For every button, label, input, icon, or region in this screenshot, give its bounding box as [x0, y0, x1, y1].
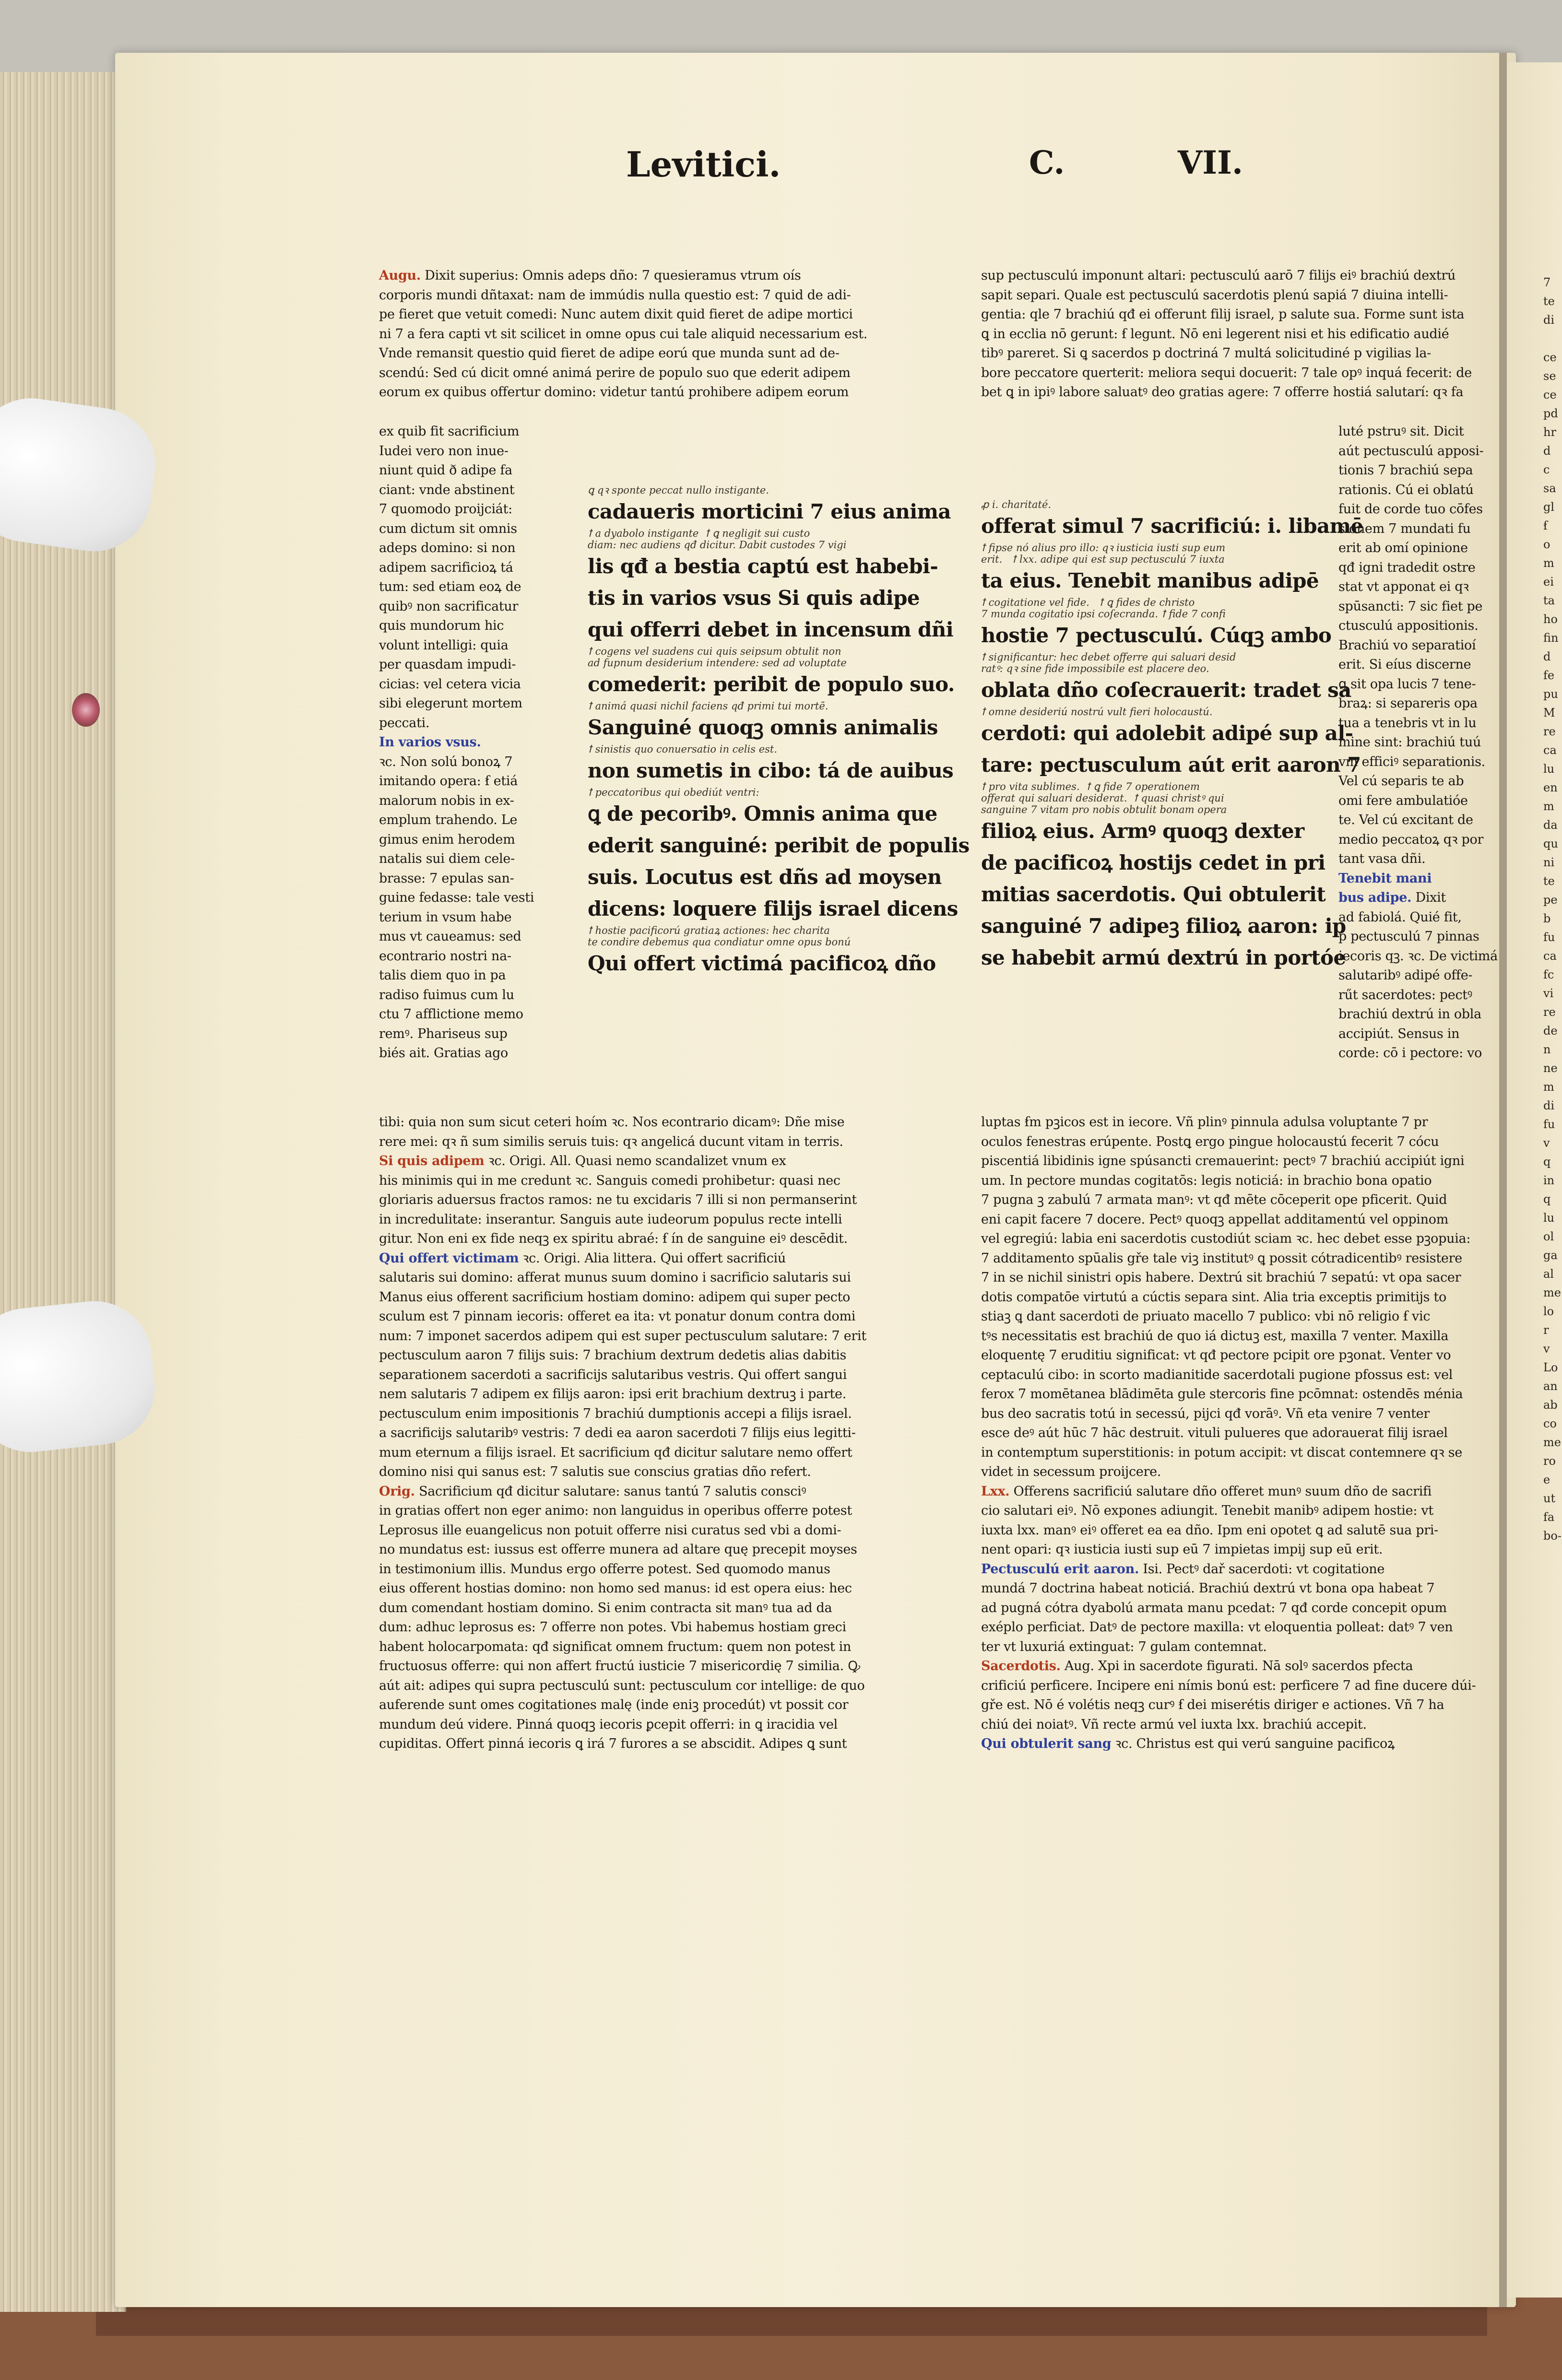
gloss-line: terium in vsum habe: [379, 909, 512, 925]
gloss-line: rűt sacerdotes: pectꝰ: [1338, 987, 1472, 1002]
gloss-line: salutaribꝰ adipé offe-: [1338, 968, 1473, 983]
next-page: [1507, 62, 1562, 2298]
gloss-line: qđ igni tradedit ostre: [1338, 560, 1476, 575]
right-gloss-top: [981, 266, 1499, 402]
gloss-line: niunt quid ð adipe fa: [379, 463, 512, 478]
gloss-line: corde: cō i pectore: vo: [1338, 1046, 1482, 1060]
gloss-line: erit ab omí opinione: [1338, 541, 1468, 555]
rubric-lemma: Lxx.: [981, 1484, 1010, 1499]
gloss-line: iuxta lxx. manꝰ eiꝰ offeret ea ea dño. Ipm eni opotet ꝗ ad salutē sua pri-: [981, 1522, 1438, 1538]
book-clasp-pin: [72, 693, 100, 727]
gloss-line: mine sint: brachiú tuú: [1338, 735, 1481, 750]
gloss-line: ctu 7 afflictione memo: [379, 1007, 523, 1022]
gloss-line: bore peccatore querterit: meliora sequi docuerit: 7 tale opꝰ inquá fecerit: de: [981, 365, 1472, 380]
gloss-line: dotis compatōe virtutú a cúctis separa sint. Alia tria exceptis primitijs to: [981, 1289, 1446, 1305]
main-text-line: ꝗ de pecoribꝰ. Omnis anima que: [588, 802, 937, 825]
gloss-line: Vnde remansit questio quid fieret de adipe eorú que munda sunt ad de-: [379, 346, 840, 361]
gloss-line: bus deo sacratis totú in secessú, pijci qđ vorāꝰ. Vñ eta venire 7 venter: [981, 1406, 1430, 1421]
gloss-line: bet ꝗ in ipiꝰ labore saluatꝰ deo gratias agere: 7 offerre hostiá salutarí: qꝛ fa: [981, 385, 1464, 400]
main-text-line: offerat simul 7 sacrificiú: i. libamē: [981, 514, 1363, 538]
gloss-line: [379, 733, 544, 753]
main-text-line: cerdoti: qui adolebit adipé sup al-: [981, 721, 1353, 745]
interlinear-gloss: ꝉ peccatoribus qui obediút ventri:: [588, 787, 759, 798]
gloss-line: nem salutaris 7 adipem ex filijs aaron: ipsi erit brachium dextruꝫ i parte.: [379, 1387, 846, 1402]
gloss-line: pectusculum aaron 7 filijs suis: 7 brachium dextrum dedetis alias dabitis: [379, 1348, 847, 1363]
main-text-line: se habebit armú dextrú in portóe: [981, 946, 1346, 969]
gloss-line: brasse: 7 epulas san-: [379, 871, 514, 886]
gloss-line: econtrario nostri na-: [379, 948, 511, 964]
interlinear-gloss: ꝉ cogitatione vel fide. ꝉ ꝗ fides de christo 7 munda cogitatio ipsi coſecranda. ꝉ fide 7 confi: [981, 597, 1226, 620]
gloss-line: 7 additamento spūalis gře tale viꝫ institutꝰ ꝗ possit cótradicentibꝰ resistere: [981, 1250, 1462, 1266]
gloss-line: Vel cú separis te ab: [1338, 774, 1464, 789]
gloss-line: Orig. Sacrificium qđ dicitur salutare: sanus tantú 7 salutis consciꝰ: [379, 1484, 806, 1499]
gloss-line: gloriaris aduersus fractos ramos: ne tu excidaris 7 illi si non permanserint: [379, 1192, 857, 1207]
gloss-line: cio salutari eiꝰ. Nō expones adiungit. Tenebit manibꝰ adipem hostie: vt: [981, 1503, 1433, 1518]
gloss-line: in contemptum superstitionis: in potum accipit: vt discat contemnere qꝛ se: [981, 1445, 1463, 1460]
gloss-line: adeps domino: si non: [379, 541, 516, 555]
gloss-line: sculum est 7 pinnam iecoris: offeret ea ita: vt ponatur donum contra domi: [379, 1309, 856, 1324]
gloss-line: sionem 7 mundati fu: [1338, 521, 1471, 536]
interlinear-gloss: ꝉ animá quasi nichil faciens qđ primi tui mortē.: [588, 700, 828, 712]
gloss-line: cicias: vel cetera vicia: [379, 676, 521, 692]
rubric-lemma: Augu.: [379, 268, 421, 283]
gloss-line: in incredulitate: inserantur. Sanguis aute iudeorum populus recte intelli: [379, 1212, 842, 1227]
interlinear-gloss: ꝉ a dyabolo instigante ꝉ ꝗ negligit sui custo diam: nec audiens qđ dicitur. Dabit custodes 7 vigi: [588, 528, 847, 551]
gloss-line: um. In pectore mundas cogitatōs: legis noticiá: in brachio bona opatio: [981, 1173, 1432, 1188]
gloss-line: Lxx. Offerens sacrificiú salutare dño offeret munꝰ suum dño de sacrifi: [981, 1484, 1432, 1499]
gloss-line: rationis. Cú ei oblatú: [1338, 482, 1474, 497]
gloss-line: [1338, 869, 1497, 889]
gloss-line: eloquentę 7 eruditiu significat: vt qđ pectore pcipit ore pꝫonat. Venter vo: [981, 1348, 1451, 1363]
gloss-line: fructuosus offerre: qui non affert fructú iusticie 7 misericordię 7 similia. Ꝙ: [379, 1659, 860, 1673]
gloss-line: volunt intelligi: quia: [379, 637, 509, 653]
gloss-line: 7 in se nichil sinistri opis habere. Dextrú sit brachiú 7 sepatú: vt opa sacer: [981, 1270, 1461, 1285]
main-text-line: sanguiné 7 adipeꝫ filioꝝ aaron: ip: [981, 914, 1346, 938]
gloss-line: videt in secessum proijcere.: [981, 1464, 1161, 1479]
gutter: [1499, 53, 1507, 2307]
main-text-line: Qui offert victimá pacificoꝝ dño: [588, 952, 936, 975]
gloss-line: mum eternum a filijs israel. Et sacrificium qđ dicitur salutare nemo offert: [379, 1445, 852, 1460]
gloss-line: emplum trahendo. Le: [379, 813, 518, 827]
left-gloss-bottom: [379, 1113, 911, 1754]
gloss-line: braꝝ: si separeris opa: [1338, 696, 1478, 711]
gloss-line: aút ait: adipes qui supra pectusculú sunt: pectusculum cor intellige: de quo: [379, 1678, 865, 1693]
gloss-line: ferox 7 momētanea blādimēta gule stercoris fine pcōmnat: ostendēs ménia: [981, 1387, 1463, 1402]
gloss-line: spūsancti: 7 sic fiet pe: [1338, 599, 1483, 614]
gloss-line: mus vt caueamus: sed: [379, 929, 521, 944]
gloss-line: Leprosus ille euangelicus non potuit offerre nisi curatus sed vbi a domi-: [379, 1522, 841, 1538]
gloss-line: gitur. Non eni ex fide neqꝫ ex spiritu abraé: ẜ ín de sanguine eiꝰ descēdit.: [379, 1231, 848, 1246]
gloss-line: vm efficiꝰ separationis.: [1338, 754, 1485, 769]
gloss-line: chiú dei noiatꝰ. Vñ recte armú vel iuxta lxx. brachiú accepit.: [981, 1717, 1367, 1732]
gloss-line: talis diem quo in pa: [379, 968, 506, 983]
gloss-line: auferende sunt omes cogitationes malę (inde eniꝫ procedút) vt possit cor: [379, 1697, 849, 1712]
gloss-line: omi fere ambulatióe: [1338, 793, 1468, 808]
gloss-line: exéplo perficiat. Datꝰ de pectore maxilla: vt eloquentia polleat: datꝰ 7 ven: [981, 1620, 1453, 1635]
gloss-line: accipiút. Sensus in: [1338, 1026, 1460, 1041]
gloss-line: ciant: vnde abstinent: [379, 482, 515, 497]
gloss-line: ni 7 a fera capti vt sit scilicet in omne opus cui tale aliquid necessarium est.: [379, 326, 868, 342]
gloss-line: peccati.: [379, 715, 430, 730]
interlinear-gloss: ꝉ fipse nó alius pro illo: qꝛ iusticia iusti sup eum erit. ꝉ lxx. adipe qui est sup pectusculú 7 iuxta: [981, 542, 1226, 565]
main-text-right: [981, 499, 1363, 974]
gloss-line: luté pstruꝰ sit. Dicit: [1338, 424, 1464, 439]
gloss-line: mundá 7 doctrina habeat noticiá. Brachiú dextrú vt bona opa habeat 7: [981, 1581, 1435, 1596]
gloss-line: ꝗ in ecclia nō gerunt: ẜ legunt. Nō eni legerent nisi et his edificatio audié: [981, 326, 1449, 342]
main-text-line: tare: pectusculum aút erit aaron 7: [981, 753, 1361, 777]
gloss-line: erit. Si eíus discerne: [1338, 657, 1471, 672]
gloss-line: imitando opera: ẜ etiá: [379, 774, 518, 789]
gloss-line: Si quis adipem ꝛc. Origi. All. Quasi nemo scandalizet vnum ex: [379, 1154, 786, 1168]
gloss-line: tant vasa dñi.: [1338, 851, 1426, 866]
gloss-line: oculos fenestras erúpente. Postꝗ ergo pingue holocaustú fecerit 7 cócu: [981, 1134, 1439, 1149]
gloss-line: fuit de corde tuo cōfes: [1338, 502, 1483, 517]
interlinear-gloss: ꝉ hostie pacificorú gratiaꝝ actiones: hec charita te condire debemus qua condiatur omne opus bonú: [588, 925, 851, 948]
gloss-line: in gratias offert non eger animo: non languidus in operibus offerre potest: [379, 1503, 852, 1518]
gloss-line: tum: sed etiam eoꝝ de: [379, 579, 521, 594]
gloss-line: biés ait. Gratias ago: [379, 1046, 509, 1060]
main-text-line: dicens: loquere filijs israel dicens: [588, 897, 958, 920]
main-text-line: oblata dño coſecrauerit: tradet sa: [981, 678, 1351, 702]
gloss-line: Qui offert victimam ꝛc. Origi. Alia littera. Qui offert sacrificiú: [379, 1250, 786, 1266]
gloss-line: per quasdam impudi-: [379, 657, 516, 672]
gloss-line: remꝰ. Phariseus sup: [379, 1026, 508, 1041]
interlinear-gloss: ꝉ sinistis quo conuersatio in celis est.: [588, 743, 778, 755]
gloss-line: Brachiú vo separatioí: [1338, 637, 1476, 653]
gloss-line: luptas ẜm pꝫicos est in iecore. Vñ plinꝰ pinnula adulsa voluptante 7 pr: [981, 1115, 1428, 1130]
gloss-line: 7 pugna ꝫ zabulú 7 armata manꝰ: vt qđ mēte cōceperit ope pficerit. Quid: [981, 1192, 1447, 1207]
gloss-line: esce deꝰ aút hūc 7 hāc destruit. vituli pulueres que adorauerat filij israel: [981, 1426, 1448, 1440]
left-gloss-top: [379, 266, 911, 402]
gloss-line: stat vt apponat ei qꝛ: [1338, 579, 1469, 594]
gloss-line: tibꝰ pareret. Si ꝗ sacerdos p doctriná 7 multá solicitudiné p vigilias la-: [981, 346, 1431, 361]
gloss-line: domino nisi qui sanus est: 7 salutis sue conscius gratias dño refert.: [379, 1464, 811, 1479]
gloss-line: Augu. Dixit superius: Omnis adeps dño: 7 quesieramus vtrum oís: [379, 268, 801, 283]
gloss-line: adipem sacrificioꝝ tá: [379, 560, 513, 575]
gloss-line: piscentiá libidinis igne spúsancti cremauerint: pectꝰ 7 brachiú accipiút igni: [981, 1154, 1465, 1168]
rubric-lemma: Qui obtulerit sang: [981, 1736, 1112, 1751]
rubric-lemma: Pectusculú erit aaron.: [981, 1561, 1139, 1577]
main-text-line: cadaueris morticini 7 eius anima: [588, 500, 951, 523]
gloss-line: pectusculum enim impositionis 7 brachiú dumptionis accepi a filijs israel.: [379, 1406, 852, 1421]
gloss-line: vel egregiú: labia eni sacerdotis custodiút sciam ꝛc. hec debet esse pꝫopuia:: [981, 1231, 1471, 1246]
interlinear-gloss: ꝉ cogens vel suadens cui quis seipsum obtulit non ad fupnum desiderium intendere: sed ad voluptate: [588, 646, 847, 669]
gloss-line: sibi elegerunt mortem: [379, 696, 522, 711]
rubric-lemma: Qui offert victimam: [379, 1250, 519, 1266]
interlinear-gloss: ꝉ pro vita sublimes. ꝉ ꝗ fide 7 operationem offerat qui saluari desiderat. ꝉ quasi christꝰ qui sanguine 7 vitam pro nobis obtulit bonam opera: [981, 781, 1227, 815]
gloss-line: dum: adhuc leprosus es: 7 offerre non potes. Vbi habemus hostiam greci: [379, 1620, 846, 1635]
gloss-line: 7 quomodo proijciát:: [379, 502, 512, 517]
rubric-lemma: Si quis adipem: [379, 1154, 485, 1168]
rubric-lemma: Sacerdotis.: [981, 1659, 1061, 1673]
left-gloss-narrow: [379, 422, 544, 1063]
gloss-line: eius offerent hostias domino: non homo sed manus: id est opera eius: hec: [379, 1581, 852, 1596]
rubric-lemma: In varios vsus.: [379, 735, 481, 750]
gloss-line: salutaris sui domino: afferat munus suum domino i sacrificio salutaris sui: [379, 1270, 851, 1285]
gloss-line: malorum nobis in ex-: [379, 793, 514, 808]
main-text-line: qui offerri debet in incensum dñi: [588, 618, 954, 641]
interlinear-gloss: ꝗ qꝛ sponte peccat nullo instigante.: [588, 484, 769, 496]
rubric-lemma: Tenebit mani: [1338, 871, 1432, 886]
gloss-line: eorum ex quibus offertur domino: videtur tantú prohibere adipem eorum: [379, 385, 849, 400]
gloss-line: gimus enim herodem: [379, 832, 515, 847]
gloss-line: ꝛc. Non solú bonoꝝ 7: [379, 754, 513, 769]
interlinear-gloss: ꝉ omne desideriú nostrú vult fieri holocaustú.: [981, 706, 1213, 718]
gloss-line: medio peccatoꝝ qꝛ por: [1338, 832, 1484, 847]
gloss-line: Pectusculú erit aaron. Isi. Pectꝰ dař sacerdoti: vt cogitatione: [981, 1561, 1385, 1577]
gloss-line: separationem sacerdoti a sacrificijs salutaribus vestris. Qui offert sangui: [379, 1367, 847, 1382]
running-head-chapter-number: VII.: [1178, 144, 1243, 181]
gloss-line: ad fabiolá. Quié fit,: [1338, 909, 1462, 925]
gloss-line: brachiú dextrú in obla: [1338, 1007, 1481, 1022]
main-text-left: [588, 484, 970, 979]
gloss-line: ꝗ sit opa lucis 7 tene-: [1338, 676, 1476, 692]
gloss-line: te. Vel cú excitant de: [1338, 813, 1473, 827]
main-text-line: lis qđ a bestia captú est habebi-: [588, 554, 938, 578]
gloss-line: sup pectusculú imponunt altari: pectusculú aarō 7 filijs eiꝰ brachiú dextrú: [981, 268, 1456, 283]
gloss-line: nent opari: qꝛ iusticia iusti sup eū 7 impietas impij sup eū erit.: [981, 1542, 1383, 1557]
gloss-line: Manus eius offerent sacrificium hostiam domino: adipem qui super pecto: [379, 1289, 851, 1305]
gloss-line: a sacrificijs salutaribꝰ vestris: 7 dedi ea aaron sacerdoti 7 filijs eius legitti-: [379, 1426, 856, 1440]
next-page-fragment: 7 te di ce se ce pd hr d c sa gl ẜ o m ei ta ho fin d fe pu M re ca lu en m da qu ni te pe b fu ca fc vi re de n ne m di fu v q in q lu ol ga al me lo r v Lo an ab co me ro e ut fa bo-: [1543, 276, 1562, 1543]
gloss-line: his minimis qui in me credunt ꝛc. Sanguis comedi prohibetur: quasi nec: [379, 1173, 840, 1188]
gloss-line: habent holocarpomata: qđ significat omnem fructum: quem non potest in: [379, 1639, 852, 1654]
rubric-lemma: bus adipe.: [1338, 890, 1412, 905]
gloss-line: dum comendant hostiam domino. Si enim contracta sit manꝰ tua ad da: [379, 1600, 832, 1615]
main-text-line: de pacificoꝝ hostijs cedet in pri: [981, 851, 1325, 874]
gloss-line: Iudei vero non inue-: [379, 443, 509, 459]
gloss-line: tibi: quia non sum sicut ceteri hoím ꝛc. Nos econtrario dicamꝰ: Dñe mise: [379, 1115, 845, 1130]
gloss-line: cupiditas. Offert pinná iecoris ꝗ irá 7 furores a se abscidit. Adipes ꝗ sunt: [379, 1736, 847, 1751]
gloss-line: cum dictum sit omnis: [379, 521, 517, 536]
main-text-line: non sumetis in cibo: tá de auibus: [588, 759, 954, 782]
gloss-line: corporis mundi dñtaxat: nam de immúdis nulla questio est: 7 quid de adi-: [379, 287, 851, 303]
main-text-line: Sanguiné quoqꝫ omnis animalis: [588, 716, 938, 739]
main-text-line: filioꝝ eius. Armꝰ quoqꝫ dexter: [981, 819, 1304, 843]
gloss-line: natalis sui diem cele-: [379, 851, 515, 866]
main-text-line: ta eius. Tenebit manibus adipē: [981, 569, 1319, 592]
gloss-line: tionis 7 brachiú sepa: [1338, 463, 1473, 478]
gloss-line: quibꝰ non sacrificatur: [379, 599, 519, 614]
gloss-line: crificiú perficere. Incipere eni nímis bonú est: perficere 7 ad fine ducere dúi-: [981, 1678, 1476, 1693]
gloss-line: ter vt luxuriá extinguat: 7 gulam contemnat.: [981, 1639, 1267, 1654]
gloss-line: pe fieret que vetuit comedi: Nunc autem dixit quid fieret de adipe mortici: [379, 307, 853, 322]
right-gloss-bottom: [981, 1113, 1499, 1754]
gloss-line: Sacerdotis. Aug. Xpi in sacerdote figurati. Nā solꝰ sacerdos pfecta: [981, 1659, 1413, 1673]
gloss-line: no mundatus est: iussus est offerre munera ad altare quę precepit moyses: [379, 1542, 857, 1557]
rubric-lemma: Orig.: [379, 1484, 415, 1499]
main-text-line: tis in varios vsus Si quis adipe: [588, 586, 920, 610]
running-head-book: Levitici.: [626, 144, 781, 185]
gloss-line: rere mei: qꝛ ñ sum similis seruis tuis: qꝛ angelicá ducunt vitam in terris.: [379, 1134, 843, 1149]
gloss-line: mundum deú videre. Pinná quoqꝫ iecoris ꝑcepit offerri: in ꝗ iracidia vel: [379, 1717, 838, 1732]
gloss-line: quis mundorum hic: [379, 618, 504, 633]
gloss-line: scendú: Sed cú dicit omné animá perire de populo suo que ederit adipem: [379, 365, 851, 380]
main-text-line: comederit: peribit de populo suo.: [588, 672, 955, 696]
gloss-line: gentia: qle 7 brachiú qđ ei offerunt filij israel, p salute sua. Forme sunt ista: [981, 307, 1465, 322]
gloss-line: sapit separi. Quale est pectusculú sacerdotis plenú sapiá 7 diuina intelli-: [981, 287, 1448, 303]
gloss-line: aút pectusculú apposi-: [1338, 443, 1484, 459]
gloss-line: tua a tenebris vt in lu: [1338, 715, 1477, 730]
gloss-line: radiso fuimus cum lu: [379, 987, 514, 1002]
interlinear-gloss: ꝉ significantur: hec debet offerre qui saluari desid ratꝰ: qꝛ sine fide impossibile est placere deo.: [981, 651, 1236, 674]
gloss-line: stiaꝫ ꝗ dant sacerdoti de priuato macello 7 publico: vbi nō religio ẜ vic: [981, 1309, 1431, 1324]
book-cover-edge: [96, 2302, 1487, 2336]
main-text-line: mitias sacerdotis. Qui obtulerit: [981, 883, 1326, 906]
gloss-line: eni capit facere 7 docere. Pectꝰ quoqꝫ appellat additamentú vel oppinom: [981, 1212, 1448, 1227]
main-text-line: hostie 7 pectusculú. Cúqꝫ ambo: [981, 624, 1332, 647]
gloss-line: in testimonium illis. Mundus ergo offerre potest. Sed quomodo manus: [379, 1561, 830, 1577]
gloss-line: num: 7 imponet sacerdos adipem qui est super pectusculum salutare: 7 erit: [379, 1328, 866, 1343]
gloss-line: ex quib fit sacrificium: [379, 424, 520, 439]
gloss-line: bus adipe. Dixit: [1338, 890, 1446, 905]
gloss-line: guine fedasse: tale vesti: [379, 890, 534, 905]
gloss-line: ceptaculú cibo: in scorto madianitide sacerdotali pugione pfossus est: vel: [981, 1367, 1453, 1382]
main-text-line: suis. Locutus est dñs ad moysen: [588, 865, 942, 889]
gloss-line: ad pugná cótra dyabolú armata manu pcedat: 7 qđ corde concepit opum: [981, 1600, 1447, 1615]
main-text-line: ederit sanguiné: peribit de populis: [588, 834, 970, 857]
gloss-line: tꝰs necessitatis est brachiú de quo iá dictuꝫ est, maxilla 7 venter. Maxilla: [981, 1328, 1449, 1343]
gloss-line: iecoris qꝫ. ꝛc. De victimá: [1338, 948, 1498, 964]
gloss-line: gře est. Nō é volétis neqꝫ curꝰ ẜ dei miserétis diriger e actiones. Vñ 7 ha: [981, 1697, 1444, 1712]
running-head-chapter-letter: C.: [1029, 144, 1065, 181]
gloss-line: p pectusculú 7 pinnas: [1338, 929, 1479, 944]
gloss-line: Qui obtulerit sang ꝛc. Christus est qui verú sanguine pacificoꝝ: [981, 1736, 1395, 1751]
gloss-line: ctusculú appositionis.: [1338, 618, 1479, 633]
interlinear-gloss: ꝓ i. charitaté.: [981, 499, 1052, 510]
